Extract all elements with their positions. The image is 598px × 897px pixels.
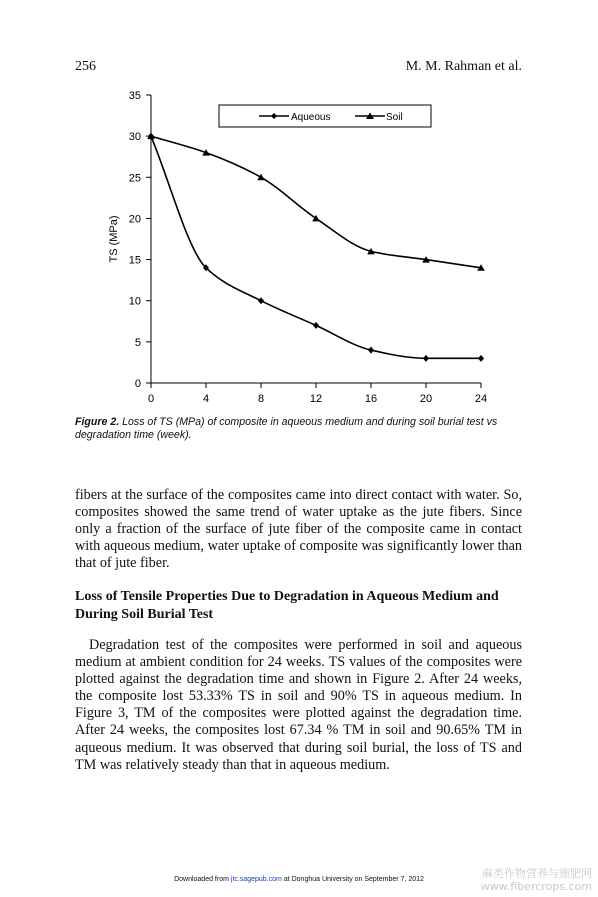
section-heading: Loss of Tensile Properties Due to Degradation in Aqueous Medium and During Soil Burial Test	[75, 589, 499, 622]
y-tick-label: 15	[128, 254, 141, 267]
x-tick-label: 0	[147, 393, 155, 405]
y-tick-label: 25	[128, 172, 141, 185]
watermark-url: www.fibercrops.com	[480, 880, 592, 893]
y-tick-label: 5	[134, 336, 141, 349]
body-paragraph: Degradation test of the composites were performed in soil and aqueous medium at ambient condition for 24 weeks. TS values of the composites were plotted against the degradation time and shown in Figure 2. After 24 weeks, the composite lost 53.33% TS in soil and 90% TS in aqueous medium. In Figure 3, TM of the composites were plotted against the degradation time. After 24 weeks, the composites lost 67.34 % TM in soil and 90.65% TM in aqueous medium. It was observed that during soil burial, the loss of TS and TM was relatively steady than that in aqueous medium.	[75, 637, 522, 773]
x-axis-ticks	[148, 383, 487, 405]
data-point-soil	[257, 174, 265, 181]
caption-label: Figure 2.	[75, 416, 120, 428]
legend	[219, 105, 431, 127]
y-axis-ticks	[129, 90, 151, 390]
footer-prefix: Downloaded from	[174, 876, 229, 883]
footer-link[interactable]: jtc.sagepub.com	[230, 876, 282, 883]
watermark-chinese: 麻类作物营养与施肥网	[482, 867, 592, 880]
series-layer	[147, 133, 485, 362]
body-paragraph: fibers at the surface of the composites came into direct contact with water. So, composites showed the same trend of water uptake as the jute fibers. Since only a fraction of the surface of jute fiber of the composite came in contact with aqueous medium, water uptake of composite was significantly lower than that of jute fiber.	[75, 487, 522, 572]
page-number: 256	[75, 59, 96, 74]
figure-caption	[75, 416, 525, 442]
y-axis-label: TS (MPa)	[108, 215, 120, 263]
legend-label-soil: Soil	[386, 112, 403, 123]
series-line-soil	[151, 136, 481, 268]
legend-label-aqueous: Aqueous	[291, 112, 331, 123]
data-point-aqueous	[478, 355, 484, 362]
y-tick-label: 35	[128, 90, 141, 102]
data-point-aqueous	[313, 322, 319, 329]
data-point-aqueous	[258, 297, 264, 304]
x-tick-label: 4	[202, 393, 210, 405]
data-point-aqueous	[368, 347, 374, 354]
x-tick-label: 8	[257, 393, 265, 405]
x-tick-label: 20	[419, 393, 433, 405]
x-tick-label: 24	[474, 393, 488, 405]
x-tick-label: 12	[309, 393, 323, 405]
running-head: M. M. Rahman et al.	[405, 59, 522, 74]
caption-text: Loss of TS (MPa) of composite in aqueous medium and during soil burial test vs degradation time (week).	[75, 416, 498, 441]
y-tick-label: 0	[134, 378, 141, 390]
data-point-aqueous	[423, 355, 429, 362]
y-tick-label: 20	[128, 213, 141, 226]
y-tick-label: 10	[128, 295, 141, 308]
footer-suffix: at Donghua University on September 7, 2012	[283, 876, 424, 883]
y-tick-label: 30	[128, 131, 141, 144]
ts-degradation-chart	[95, 82, 505, 412]
x-tick-label: 16	[364, 393, 378, 405]
